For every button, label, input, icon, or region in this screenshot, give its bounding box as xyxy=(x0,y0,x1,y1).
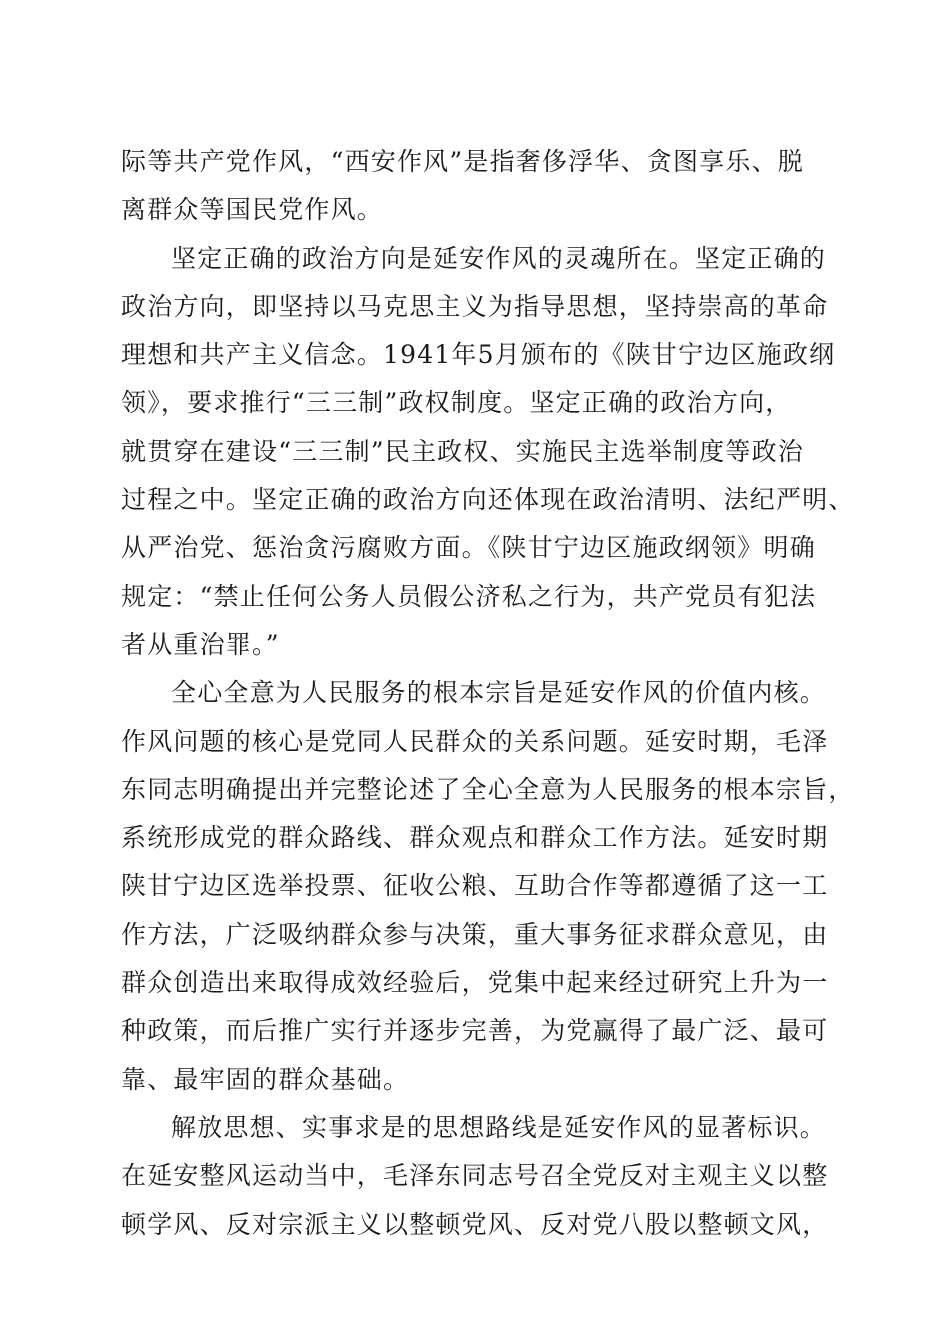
text-line: 过程之中。坚定正确的政治方向还体现在政治清明、法纪严明、 xyxy=(121,485,855,515)
paragraph xyxy=(121,669,855,1104)
paragraph xyxy=(121,235,855,670)
text-line: 东同志明确提出并完整论述了全心全意为人民服务的根本宗旨， xyxy=(121,774,855,804)
text-line: 领》，要求推行“三三制”政权制度。坚定正确的政治方向， xyxy=(121,388,792,418)
text-line: 作风问题的核心是党同人民群众的关系问题。延安时期，毛泽 xyxy=(121,726,829,756)
text-line: 顿学风、反对宗派主义以整顿党风、反对党八股以整顿文风， xyxy=(121,1209,829,1239)
text-line: 陕甘宁边区选举投票、征收公粮、互助合作等都遵循了这一工 xyxy=(121,871,829,901)
text-line: 理想和共产主义信念。1941年5月颁布的《陕甘宁边区施政纲 xyxy=(121,340,836,370)
text-line: 在延安整风运动当中，毛泽东同志号召全党反对主观主义以整 xyxy=(121,1161,829,1191)
paragraph xyxy=(121,1104,833,1249)
text-line: 系统形成党的群众路线、群众观点和群众工作方法。延安时期 xyxy=(121,823,829,853)
paragraph xyxy=(121,138,833,235)
text-line: 作方法，广泛吸纳群众参与决策，重大事务征求群众意见，由 xyxy=(121,919,829,949)
body-text xyxy=(121,138,855,1249)
text-line: 全心全意为人民服务的根本宗旨是延安作风的价值内核。 xyxy=(171,678,827,708)
text-line: 种政策，而后推广实行并逐步完善，为党赢得了最广泛、最可 xyxy=(121,1016,829,1046)
text-line: 从严治党、惩治贪污腐败方面。《陕甘宁边区施政纲领》明确 xyxy=(121,533,816,563)
text-line: 际等共产党作风，“西安作风”是指奢侈浮华、贪图享乐、脱 xyxy=(121,147,804,176)
text-line: 规定：“禁止任何公务人员假公济私之行为，共产党员有犯法 xyxy=(121,581,817,611)
text-line: 离群众等国民党作风。 xyxy=(121,195,384,225)
text-line: 政治方向，即坚持以马克思主义为指导思想，坚持崇高的革命 xyxy=(121,291,829,321)
text-line: 靠、最牢固的群众基础。 xyxy=(121,1064,410,1094)
text-line: 者从重治罪。” xyxy=(121,629,280,659)
text-line: 解放思想、实事求是的思想路线是延安作风的显著标识。 xyxy=(171,1112,827,1142)
text-line: 就贯穿在建设“三三制”民主政权、实施民主选举制度等政治 xyxy=(121,436,804,466)
text-line: 坚定正确的政治方向是延安作风的灵魂所在。坚定正确的 xyxy=(171,243,827,273)
text-line: 群众创造出来取得成效经验后，党集中起来经过研究上升为一 xyxy=(121,968,829,998)
